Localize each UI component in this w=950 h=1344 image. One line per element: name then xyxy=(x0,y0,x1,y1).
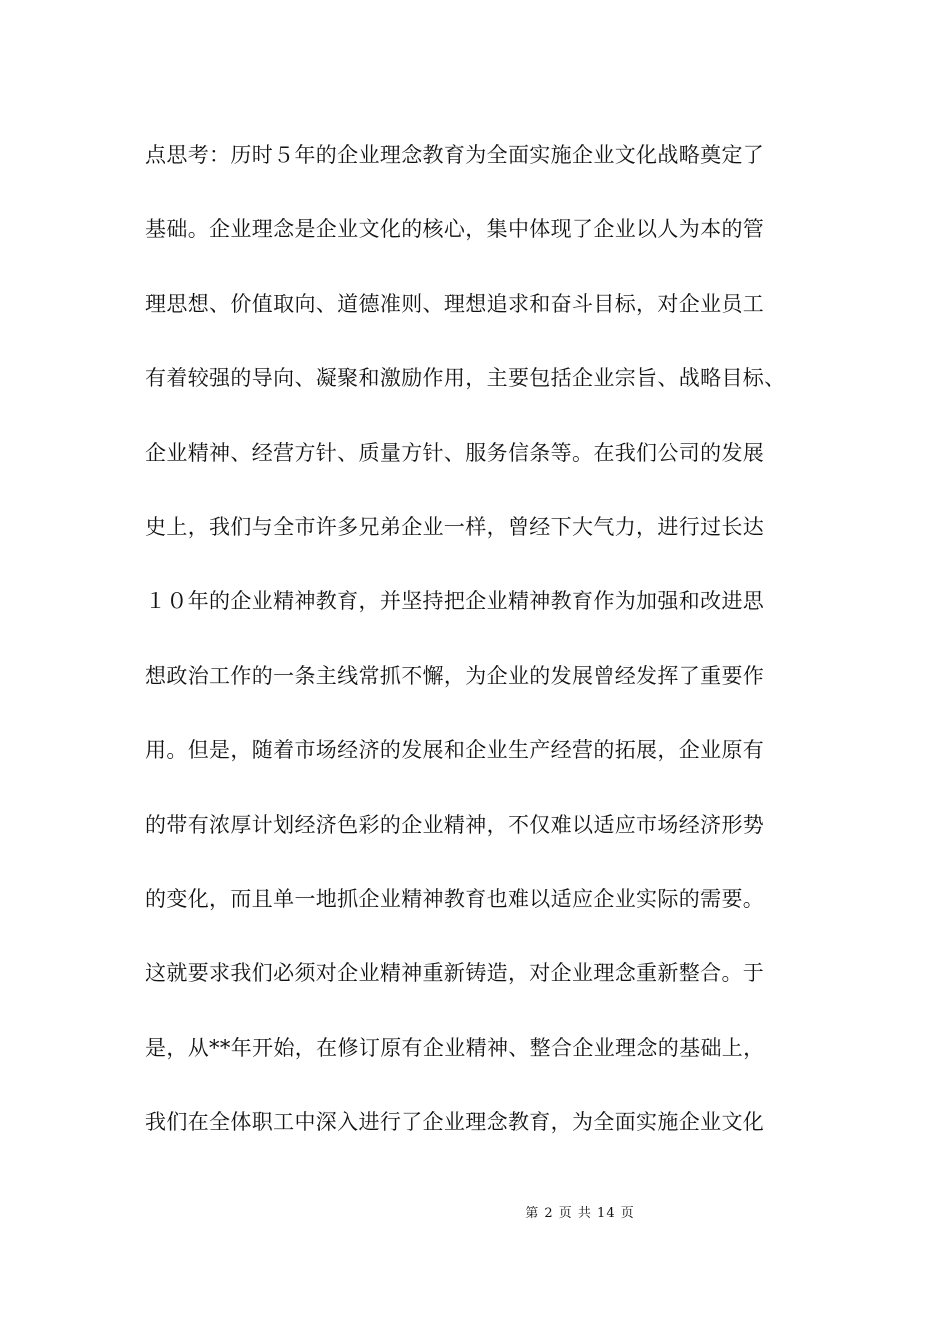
text-line: 用。但是，随着市场经济的发展和企业生产经营的拓展，企业原有 xyxy=(145,738,765,763)
text-line: 基础。企业理念是企业文化的核心，集中体现了企业以人为本的管 xyxy=(145,217,765,242)
text-line: 我们在全体职工中深入进行了企业理念教育，为全面实施企业文化 xyxy=(145,1110,765,1135)
text-line: 的变化，而且单一地抓企业精神教育也难以适应企业实际的需要。 xyxy=(145,886,765,911)
text-line: 的带有浓厚计划经济色彩的企业精神，不仅难以适应市场经济形势 xyxy=(145,812,765,837)
page-number: 第 2 页 共 14 页 xyxy=(525,1206,635,1221)
text-line: １０年的企业精神教育，并坚持把企业精神教育作为加强和改进思 xyxy=(145,589,765,614)
text-line: 想政治工作的一条主线常抓不懈，为企业的发展曾经发挥了重要作 xyxy=(145,663,765,688)
page-footer xyxy=(0,1205,950,1223)
text-line: 史上，我们与全市许多兄弟企业一样，曾经下大气力，进行过长达 xyxy=(145,514,765,539)
body-text xyxy=(145,137,825,1178)
text-line: 点思考：历时５年的企业理念教育为全面实施企业文化战略奠定了 xyxy=(145,143,765,167)
text-line: 企业精神、经营方针、质量方针、服务信条等。在我们公司的发展 xyxy=(145,440,765,465)
text-line: 理思想、价值取向、道德准则、理想追求和奋斗目标，对企业员工 xyxy=(145,291,765,316)
text-line: 是，从**年开始，在修订原有企业精神、整合企业理念的基础上， xyxy=(145,1035,765,1060)
text-line: 这就要求我们必须对企业精神重新铸造，对企业理念重新整合。于 xyxy=(145,961,765,986)
text-line: 有着较强的导向、凝聚和激励作用，主要包括企业宗旨、战略目标、 xyxy=(145,366,786,391)
